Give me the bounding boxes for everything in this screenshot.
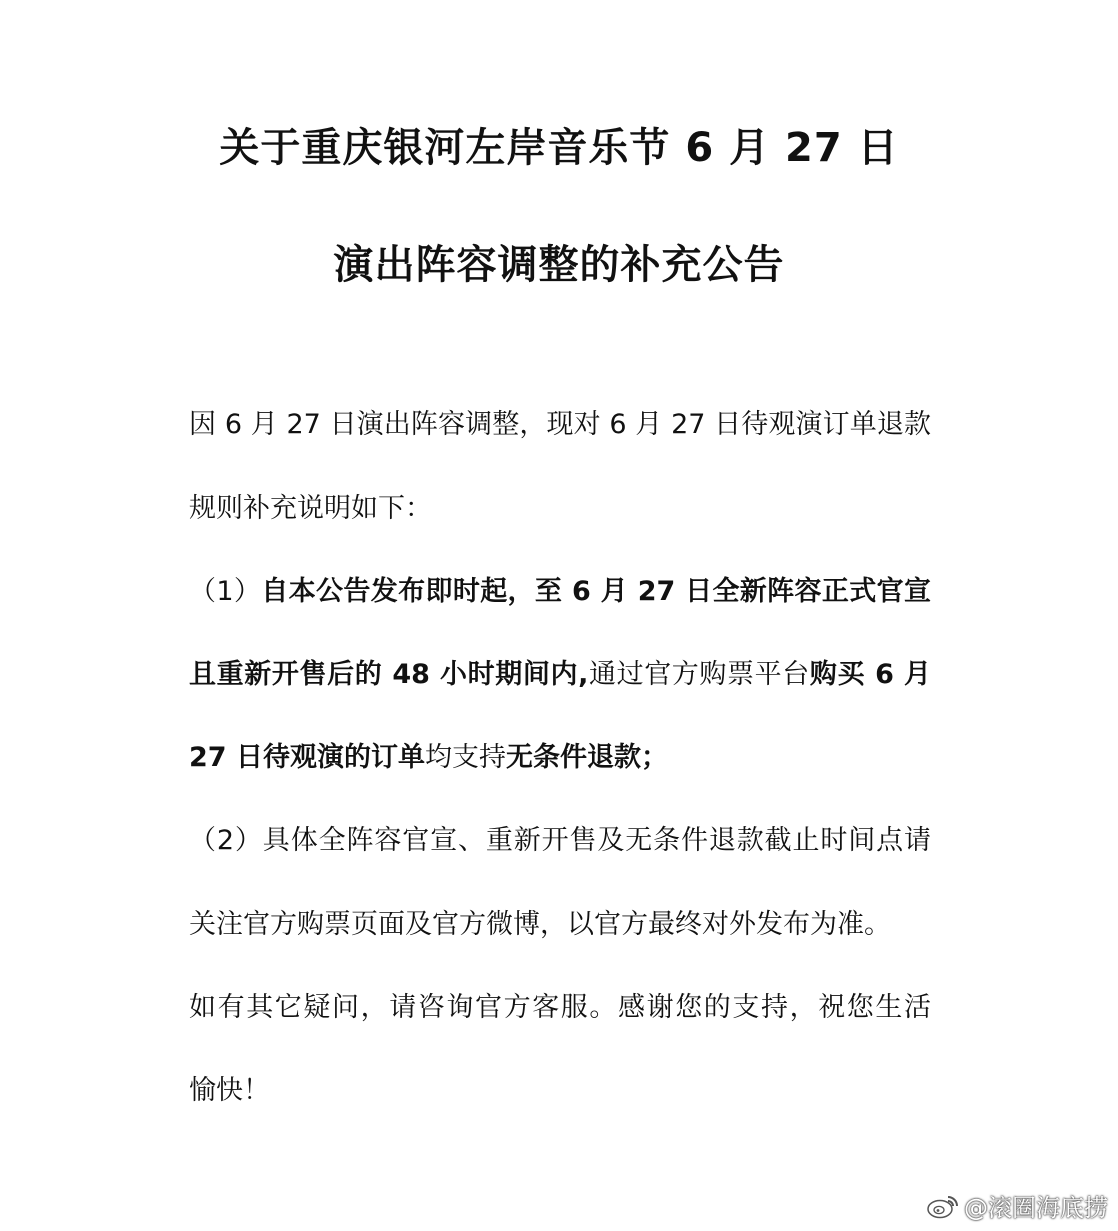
weibo-icon [926,1192,960,1220]
item-1-marker: （1） [189,576,262,607]
body-line-7: 关注官方购票页面及官方微博，以官方最终对外发布为准。 [189,909,891,940]
bold-period-text: 且重新开售后的 48 小时期间内, [189,659,589,690]
bold-purchase-text: 购买 6 月 [809,659,931,690]
bold-order-text: 27 日待观演的订单 [189,742,425,773]
body-line-6: （2）具体全阵容官宣、重新开售及无条件退款截止时间点请 [189,825,931,856]
body-line-2: 规则补充说明如下： [189,493,432,524]
body-line-5 [189,744,931,771]
title-line-1: 关于重庆银河左岸音乐节 6 月 27 日 [219,125,899,171]
bold-refund-text: 无条件退款； [505,742,668,773]
body-line-9: 愉快！ [189,1075,270,1106]
title-line-2: 演出阵容调整的补充公告 [333,242,785,288]
platform-text: 通过官方购票平台 [588,659,810,690]
item-1-bold-text: 自本公告发布即时起，至 6 月 27 日全新阵容正式官宣 [261,576,931,607]
weibo-watermark [926,1188,1108,1223]
body-line-4 [189,661,931,688]
body-line-8: 如有其它疑问，请咨询官方客服。感谢您的支持，祝您生活 [189,992,931,1023]
body-line-1: 因 6 月 27 日演出阵容调整，现对 6 月 27 日待观演订单退款 [189,409,931,440]
body-line-3 [189,578,931,605]
watermark-text: @滚圈海底捞 [964,1194,1108,1222]
support-text: 均支持 [424,742,506,773]
